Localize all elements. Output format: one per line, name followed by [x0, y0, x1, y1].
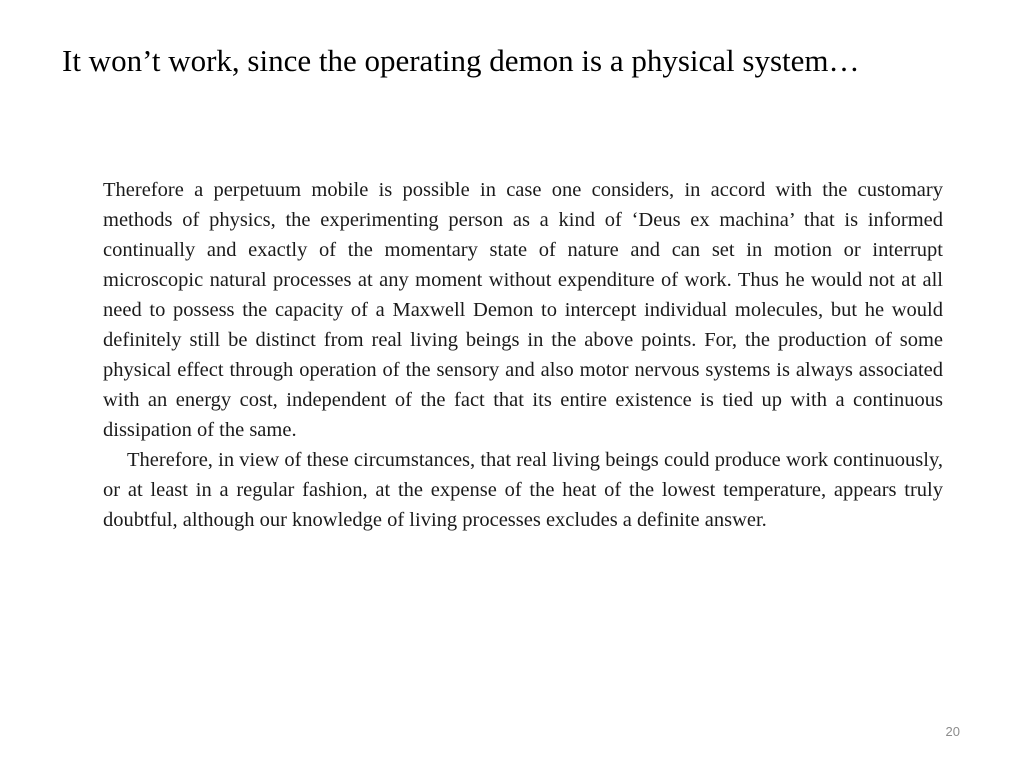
excerpt-paragraph-1: Therefore a perpetuum mobile is possible in case one considers, in accord with the customary methods of physics, the experimenting person as a kind of ‘Deus ex machina’ that is informed continually and exactly of the momentary state of nature and can set in motion or interrupt microscopic natural processes at any moment without expenditure of work. Thus he would not at all need to possess the capacity of a Maxwell Demon to intercept individual molecules, but he would definitely still be distinct from real living beings in the above points. For, the production of some physical effect through operation of the sensory and also motor nervous systems is always associated with an energy cost, independent of the fact that its entire existence is tied up with a continuous dissipation of the same. [103, 179, 943, 441]
slide-title: It won’t work, since the operating demon is a physical system… [62, 43, 860, 78]
slide-number: 20 [945, 724, 960, 739]
quoted-excerpt [103, 175, 943, 535]
excerpt-paragraph-2: Therefore, in view of these circumstances, that real living beings could produce work continuously, or at least in a regular fashion, at the expense of the heat of the lowest temperature, appears truly doubtful, although our knowledge of living processes excludes a definite answer. [103, 449, 943, 531]
